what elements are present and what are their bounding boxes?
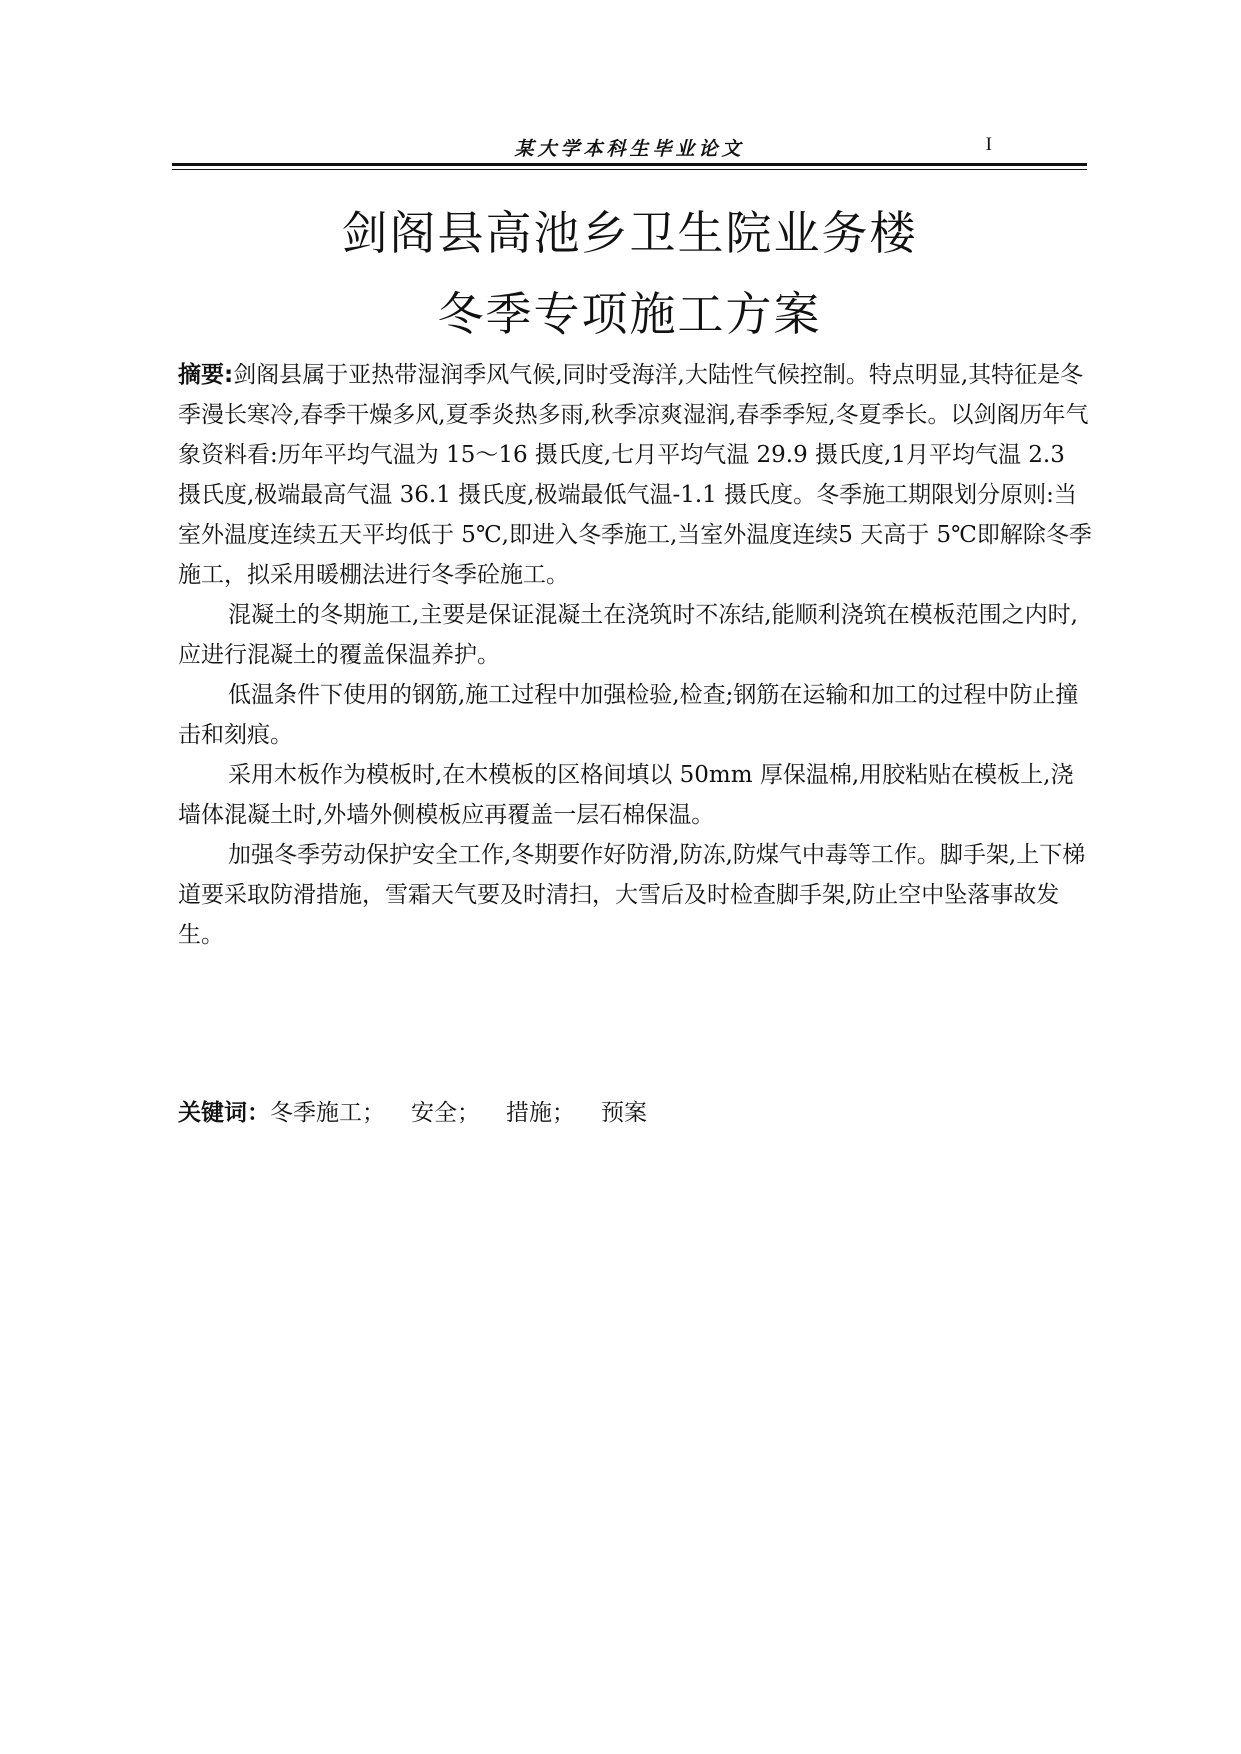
document-title-line-2: 冬季专项施工方案 <box>437 287 822 341</box>
page-number: I <box>985 134 992 155</box>
abstract-section <box>178 355 1093 955</box>
keyword-4: 预案 <box>601 1100 647 1126</box>
keyword-2: 安全； <box>411 1100 480 1126</box>
body-paragraph-1: 混凝土的冬期施工,主要是保证混凝土在浇筑时不冻结,能顺利浇筑在模板范围之内时,应进行混凝土的覆盖保温养护。 <box>178 602 1078 668</box>
keyword-3: 措施； <box>506 1100 575 1126</box>
body-paragraph-4: 加强冬季劳动保护安全工作,冬期要作好防滑,防冻,防煤气中毒等工作。脚手架,上下梯道要采取防滑措施，雪霜天气要及时清扫，大雪后及时检查脚手架,防止空中坠落事故发生。 <box>178 842 1086 948</box>
keywords-section <box>178 1093 673 1133</box>
page-header <box>172 128 1087 168</box>
header-rule-thin <box>172 169 1087 170</box>
keywords-label: 关键词： <box>178 1100 270 1126</box>
header-title: 某大学本科生毕业论文 <box>514 138 745 160</box>
body-paragraph-3: 采用木板作为模板时,在木模板的区格间填以 50mm 厚保温棉,用胶粘贴在模板上,浇墙体混凝土时,外墙外侧模板应再覆盖一层石棉保温。 <box>178 762 1074 828</box>
header-rule-thick <box>172 163 1087 166</box>
body-paragraph-2: 低温条件下使用的钢筋,施工过程中加强检验,检查;钢筋在运输和加工的过程中防止撞击和刻痕。 <box>178 682 1079 748</box>
abstract-text: 剑阁县属于亚热带湿润季风气候,同时受海洋,大陆性气候控制。特点明显,其特征是冬季漫长寒冷,春季干燥多风,夏季炎热多雨,秋季凉爽湿润,春季季短,冬夏季长。以剑阁历年气象资料看:历年平均气温为 15～16 摄氏度,七月平均气温 29.9 摄氏度,1月平均气温 2.3 摄氏度,极端最高气温 36.1 摄氏度,极端最低气温-1.1 摄氏度。冬季施工期限划分原则:当室外温度连续五天平均低于 5℃,即进入冬季施工,当室外温度连续5 天高于 5℃即解除冬季施工，拟采用暖棚法进行冬季砼施工。 <box>178 362 1092 588</box>
keyword-1: 冬季施工； <box>270 1100 385 1126</box>
abstract-paragraph <box>178 355 1093 595</box>
document-title-line-1: 剑阁县高池乡卫生院业务楼 <box>341 206 918 260</box>
abstract-label: 摘要: <box>178 362 234 388</box>
